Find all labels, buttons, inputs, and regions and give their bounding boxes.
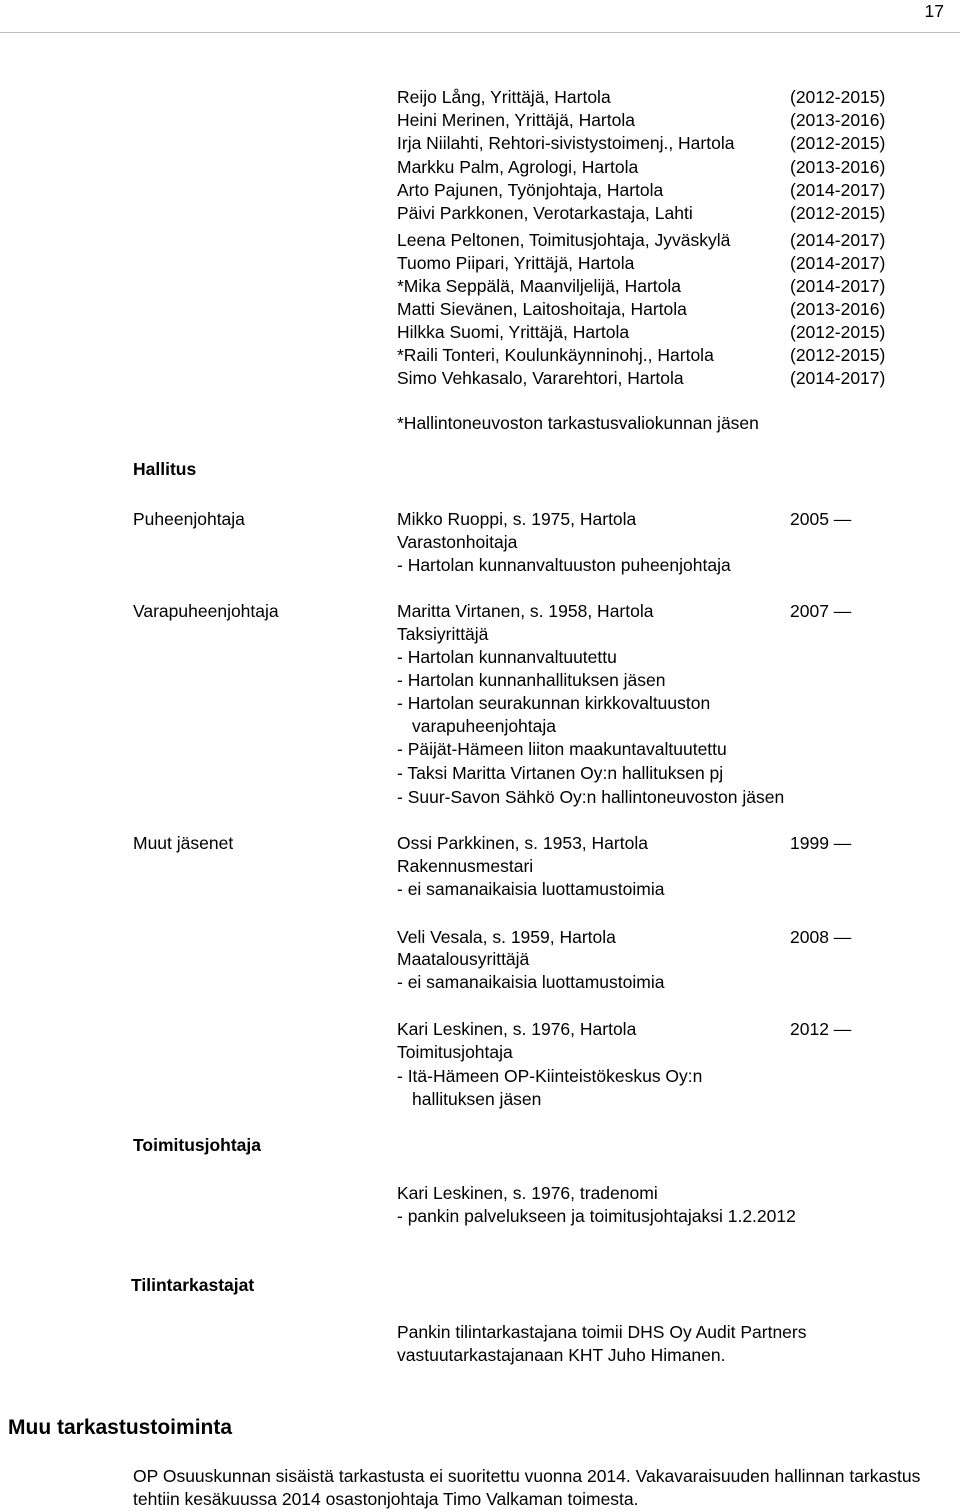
member-term: (2012-2015)	[790, 345, 886, 365]
member-name: Irja Niilahti, Rehtori-sivistystoimenj., Hartola	[397, 133, 735, 153]
person-detail: - Hartolan kunnanvaltuuston puheenjohtaja	[397, 555, 731, 575]
member-term: (2013-2016)	[790, 299, 886, 319]
person-name: Ossi Parkkinen, s. 1953, Hartola	[397, 833, 648, 853]
auditor-text: vastuutarkastajanaan KHT Juho Himanen.	[397, 1345, 726, 1365]
person-detail: varapuheenjohtaja	[412, 716, 557, 736]
other-audit-paragraph: OP Osuuskunnan sisäistä tarkastusta ei suoritettu vuonna 2014. Vakavaraisuuden hallinnan tarkastus tehtiin kesäkuussa 2014 osastonjohtaja Timo Valkaman toimesta.	[133, 1466, 921, 1509]
member-name: Päivi Parkkonen, Verotarkastaja, Lahti	[397, 203, 693, 223]
role-label-other-members: Muut jäsenet	[133, 833, 234, 853]
person-detail: - Hartolan seurakunnan kirkkovaltuuston	[397, 693, 711, 713]
person-name: Maritta Virtanen, s. 1958, Hartola	[397, 601, 654, 621]
person-detail: - Suur-Savon Sähkö Oy:n hallintoneuvoston jäsen	[397, 787, 785, 807]
person-detail: - Hartolan kunnanhallituksen jäsen	[397, 670, 666, 690]
member-name: Hilkka Suomi, Yrittäjä, Hartola	[397, 322, 630, 342]
ceo-detail: - pankin palvelukseen ja toimitusjohtajaksi 1.2.2012	[397, 1206, 796, 1226]
person-detail: hallituksen jäsen	[412, 1089, 542, 1109]
member-name: Tuomo Piipari, Yrittäjä, Hartola	[397, 253, 635, 273]
member-name: Simo Vehkasalo, Vararehtori, Hartola	[397, 368, 684, 388]
person-detail: - Taksi Maritta Virtanen Oy:n hallituksen pj	[397, 763, 724, 783]
section-heading-muu-tarkastustoiminta: Muu tarkastustoiminta	[8, 1416, 233, 1439]
page-number: 17	[924, 1, 944, 21]
member-name: Heini Merinen, Yrittäjä, Hartola	[397, 110, 635, 130]
member-term: (2014-2017)	[790, 276, 886, 296]
start-year: 2007 —	[790, 601, 852, 621]
person-detail: Maatalousyrittäjä	[397, 949, 530, 969]
person-detail: - Päijät-Hämeen liiton maakuntavaltuutettu	[397, 739, 727, 759]
member-name: *Mika Seppälä, Maanviljelijä, Hartola	[397, 276, 682, 296]
member-term: (2012-2015)	[790, 133, 886, 153]
person-detail: Varastonhoitaja	[397, 532, 518, 552]
person-detail: Rakennusmestari	[397, 856, 534, 876]
auditor-text: Pankin tilintarkastajana toimii DHS Oy Audit Partners	[397, 1322, 807, 1342]
member-name: Markku Palm, Agrologi, Hartola	[397, 157, 639, 177]
start-year: 2005 —	[790, 509, 852, 529]
member-term: (2014-2017)	[790, 230, 886, 250]
header-rule	[0, 32, 960, 33]
member-term: (2012-2015)	[790, 322, 886, 342]
member-term: (2013-2016)	[790, 110, 886, 130]
start-year: 2012 —	[790, 1019, 852, 1039]
section-heading-tilintarkastajat: Tilintarkastajat	[131, 1275, 255, 1295]
role-label-vice-chair: Varapuheenjohtaja	[133, 601, 279, 621]
start-year: 2008 —	[790, 927, 852, 947]
member-name: Arto Pajunen, Työnjohtaja, Hartola	[397, 180, 664, 200]
role-label-chair: Puheenjohtaja	[133, 509, 245, 529]
section-heading-toimitusjohtaja: Toimitusjohtaja	[133, 1135, 262, 1155]
member-term: (2014-2017)	[790, 368, 886, 388]
person-detail: - Itä-Hämeen OP-Kiinteistökeskus Oy:n	[397, 1066, 703, 1086]
member-name: Reijo Lång, Yrittäjä, Hartola	[397, 87, 611, 107]
person-detail: Taksiyrittäjä	[397, 624, 489, 644]
member-term: (2014-2017)	[790, 180, 886, 200]
person-name: Kari Leskinen, s. 1976, Hartola	[397, 1019, 637, 1039]
member-term: (2013-2016)	[790, 157, 886, 177]
section-heading-hallitus: Hallitus	[133, 459, 197, 479]
person-detail: - Hartolan kunnanvaltuutettu	[397, 647, 617, 667]
footnote: *Hallintoneuvoston tarkastusvaliokunnan jäsen	[397, 413, 759, 433]
person-detail: - ei samanaikaisia luottamustoimia	[397, 972, 665, 992]
member-name: Leena Peltonen, Toimitusjohtaja, Jyväskylä	[397, 230, 731, 250]
member-term: (2012-2015)	[790, 87, 886, 107]
member-term: (2012-2015)	[790, 203, 886, 223]
ceo-name: Kari Leskinen, s. 1976, tradenomi	[397, 1183, 658, 1203]
person-name: Mikko Ruoppi, s. 1975, Hartola	[397, 509, 637, 529]
member-name: Matti Sievänen, Laitoshoitaja, Hartola	[397, 299, 687, 319]
member-term: (2014-2017)	[790, 253, 886, 273]
person-detail: Toimitusjohtaja	[397, 1042, 513, 1062]
start-year: 1999 —	[790, 833, 852, 853]
member-name: *Raili Tonteri, Koulunkäynninohj., Hartola	[397, 345, 714, 365]
person-detail: - ei samanaikaisia luottamustoimia	[397, 879, 665, 899]
person-name: Veli Vesala, s. 1959, Hartola	[397, 927, 616, 947]
